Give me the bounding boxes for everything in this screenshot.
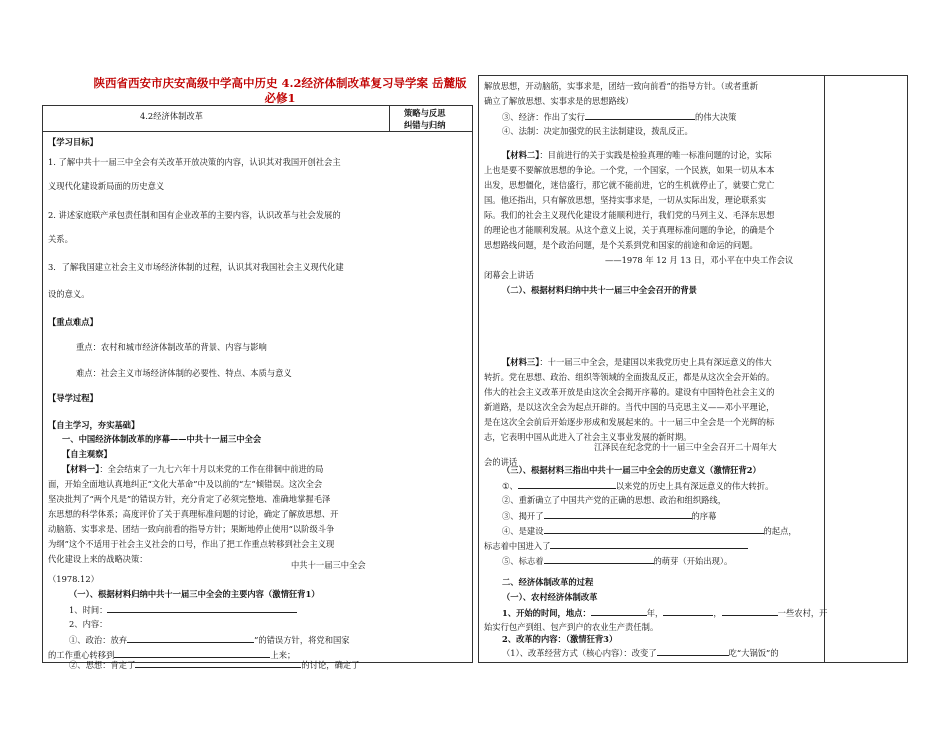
q3-item-3-text: 的序幕 xyxy=(691,511,717,521)
material-3-line-4: 新道路，是以这次全会为起点开辟的。当代中国的马克思主义——邓小平理论， xyxy=(484,402,775,412)
q1-politics-label: ①、政治：放弃 xyxy=(69,635,128,645)
q3-item-4-cont-label: 标志着中国进入了 xyxy=(484,541,551,551)
goal-3-line-b: 设的意义。 xyxy=(48,289,90,299)
material-2-text-1: ：目前进行的关于实践是检验真理的唯一标准问题的讨论，实际 xyxy=(539,150,772,160)
material-3-line-5: 是在这次全会前后开始逐步形成和发展起来的。十一届三中全会是一个光辉的标 xyxy=(484,417,775,427)
material-1-line-4: 东思想的科学体系；高度评价了关于真理标准问题的讨论，确定了解放思想、开 xyxy=(48,509,339,519)
document-title xyxy=(82,76,478,106)
material-3-text-1: ：十一届三中全会，是建国以来我党历史上具有深远意义的伟大 xyxy=(539,357,772,367)
q3-item-4-blank[interactable] xyxy=(544,525,764,534)
goal-1-line-b: 义现代化建设新局面的历史意义 xyxy=(48,181,165,191)
material-1-line-3: 坚决批判了“两个凡是”的错误方针，充分肯定了必须完整地、准确地掌握毛泽 xyxy=(48,494,331,504)
q3-item-4-text: 的起点， xyxy=(763,526,797,536)
material-2-line-6: 的理论也才能顺利发展。从这个意义上说，关于真理标准问题的争论，的确是个 xyxy=(484,225,775,235)
material-3-label: 【材料三】 xyxy=(502,357,540,367)
q1-politics-line xyxy=(69,634,350,646)
q1-thought-label: ②、思想：肯定了 xyxy=(69,660,136,670)
title-line-2: 必修1 xyxy=(264,91,296,105)
q1-politics-text: ”的错误方针，将党和国家 xyxy=(254,635,350,645)
q3-item-5 xyxy=(502,555,732,567)
q3-item-2: ②、重新确立了中国共产党的正确的思想、政治和组织路线， xyxy=(502,495,727,505)
title-line-1: 陕西省西安市庆安高级中学高中历史 4.2经济体制改革复习导学案 岳麓版 xyxy=(93,76,467,90)
material-1-line-1 xyxy=(62,464,323,475)
material-1-date: （1978.12） xyxy=(48,574,99,584)
reform-item-1 xyxy=(502,647,779,659)
q3-item-4-cont-blank[interactable] xyxy=(550,540,748,549)
start-comma: ， xyxy=(713,608,722,618)
goal-2-line-a: 2. 讲述家庭联产承包责任制和国有企业改革的主要内容，认识改革与社会发展的 xyxy=(48,210,341,220)
q1-time-blank[interactable] xyxy=(107,604,297,613)
start-year-blank[interactable] xyxy=(591,607,647,616)
goal-1-line-a: 1. 了解中共十一届三中全会有关改革开放决策的内容，认识其对我国开创社会主 xyxy=(48,157,341,167)
left-header-divider xyxy=(42,131,473,132)
q3-item-3-blank[interactable] xyxy=(544,510,692,519)
material-2-line-1 xyxy=(502,150,772,161)
q1-focus-label: 的工作重心转移到 xyxy=(48,650,115,660)
section-1-heading: 一、中国经济体制改革的序幕——中共十一届三中全会 xyxy=(62,434,262,444)
right-line-1: 解放思想，开动脑筋，实事求是，团结一致向前看”的指导方针。（或者重新 xyxy=(484,81,758,91)
reform-item-1-blank[interactable] xyxy=(657,647,729,656)
economy-label: ③、经济：作出了实行 xyxy=(502,112,585,122)
q1-focus-text: 上来； xyxy=(270,650,296,660)
law-line: ④、法制：决定加强党的民主法制建设，拨乱反正。 xyxy=(502,126,693,136)
q3-item-1 xyxy=(502,480,773,492)
reform-item-1-text: 吃“大锅饭”的 xyxy=(728,648,779,658)
start-time-label: 1、开始的时间，地点： xyxy=(502,608,591,618)
q3-item-5-label: ⑤、标志着 xyxy=(502,556,544,566)
key-point-focus: 重点：农村和城市经济体制改革的背景、内容与影响 xyxy=(76,342,267,352)
section-2-1-heading: （一）、农村经济体制改革 xyxy=(502,592,598,602)
left-column-divider xyxy=(389,105,390,132)
q1-time-line xyxy=(69,604,297,616)
reform-content-heading: 2、改革的内容：（激情狂背3） xyxy=(502,634,618,644)
q3-item-5-text: 的萌芽（开始出现）。 xyxy=(653,556,733,566)
material-1-text-1: ：全会结束了一九七六年十月以来党的工作在徘徊中前进的局 xyxy=(99,464,324,474)
goals-heading: 【学习目标】 xyxy=(48,137,98,147)
material-2-line-5: 际。我们的社会主义现代化建设才能顺利进行，我们党的马列主义、毛泽东思想 xyxy=(484,210,775,220)
question-1-heading: （一）、根据材料归纳中共十一届三中全会的主要内容（激情狂背1） xyxy=(69,589,320,599)
q1-politics-blank[interactable] xyxy=(127,634,254,643)
start-province-blank[interactable] xyxy=(663,607,713,616)
q1-thought-blank[interactable] xyxy=(135,659,301,668)
q3-item-5-blank[interactable] xyxy=(544,555,654,564)
start-time-line-2: 始实行包产到组、包产到户的农业生产责任制。 xyxy=(484,622,659,632)
economy-text: 的伟大决策 xyxy=(694,112,737,122)
material-3-line-2: 转折。党在思想、政治、组织等领域的全面拨乱反正，都是从这次全会开始的。 xyxy=(484,372,775,382)
material-3-line-3: 伟大的社会主义改革开放是由这次全会揭开序幕的。建设有中国特色社会主义的 xyxy=(484,387,775,397)
q3-item-4 xyxy=(502,525,797,537)
question-3-heading: （三）、根据材料三指出中共十一届三中全会的历史意义（激情狂背2） xyxy=(502,465,761,475)
q1-thought-text: 的讨论，确定了 xyxy=(301,660,360,670)
key-point-difficulty: 难点：社会主义市场经济体制的必要性、特点、本质与意义 xyxy=(76,368,292,378)
material-2-line-2: 上也是要不要解放思想的争论。一个党，一个国家，一个民族，如果一切从本本 xyxy=(484,165,775,175)
q1-content-label: 2、内容： xyxy=(69,619,108,629)
material-1-source: 中共十一届三中全会 xyxy=(291,560,366,570)
material-1-label: 【材料一】 xyxy=(62,464,100,474)
goal-3-line-a: 3．了解我国建立社会主义市场经济体制的过程，认识其对我国社会主义现代化建 xyxy=(48,262,344,272)
start-text: 一些农村，开 xyxy=(777,608,828,618)
side-header-1: 策略与反思 xyxy=(404,108,446,118)
q3-item-1-text: 以来党的历史上具有深远意义的伟大转折。 xyxy=(615,481,774,491)
economy-blank[interactable] xyxy=(585,111,695,120)
economy-line xyxy=(502,111,736,123)
self-study-heading: 【自主学习，夯实基础】 xyxy=(48,420,140,430)
key-points-heading: 【重点难点】 xyxy=(48,317,98,327)
material-3-source-2: 会的讲话 xyxy=(484,457,518,467)
material-3-source-1: 江泽民在纪念党的十一届三中全会召开二十周年大 xyxy=(594,442,777,452)
material-1-line-7: 代化建设上来的战略决策： xyxy=(48,554,148,564)
side-header-2: 纠错与归纳 xyxy=(404,120,446,130)
q3-item-3-label: ③、揭开了 xyxy=(502,511,544,521)
observe-heading: 【自主观察】 xyxy=(62,449,112,459)
material-1-line-6: 为纲”这个不适用于社会主义社会的口号，作出了把工作重点转移到社会主义现 xyxy=(48,539,335,549)
material-2-line-7: 思想路线问题，是个政治问题，是个关系到党和国家的前途和命运的问题。 xyxy=(484,240,758,250)
right-column-divider xyxy=(824,75,825,663)
q3-item-1-blank[interactable] xyxy=(518,480,616,489)
guide-heading: 【导学过程】 xyxy=(48,393,98,403)
material-2-line-3: 出发，思想僵化，迷信盛行，那它就不能前进，它的生机就停止了，就要亡党亡 xyxy=(484,180,775,190)
material-1-line-2: 面，开始全面地认真地纠正“文化大革命”中及以前的“左”倾错误。这次全会 xyxy=(48,479,323,489)
q3-item-4-line-2 xyxy=(484,540,748,552)
question-2-heading: （二）、根据材料归纳中共十一届三中全会召开的背景 xyxy=(502,285,697,295)
material-2-label: 【材料二】 xyxy=(502,150,540,160)
right-table-border xyxy=(478,75,908,663)
right-line-2: 确立了解放思想、实事求是的思想路线） xyxy=(484,96,634,106)
start-province-blank-2[interactable] xyxy=(722,607,778,616)
material-2-line-4: 国。他还指出，只有解放思想，坚持实事求是，一切从实际出发，理论联系实 xyxy=(484,195,767,205)
material-3-line-6: 志，它表明中国从此进入了社会主义事业发展的新时期。 xyxy=(484,432,692,442)
section-2-heading: 二、经济体制改革的过程 xyxy=(502,577,594,587)
start-year-suffix: 年， xyxy=(646,608,664,618)
q1-thought-line xyxy=(69,659,359,671)
q3-item-3 xyxy=(502,510,716,522)
q3-item-1-num: ①、 xyxy=(502,481,518,491)
start-time-line xyxy=(502,607,827,619)
material-2-source-1: ——1978 年 12 月 13 日，邓小平在中央工作会议 xyxy=(605,255,794,265)
q1-time-label: 1、时间： xyxy=(69,605,108,615)
goal-2-line-b: 关系。 xyxy=(48,234,73,244)
material-1-line-5: 动脑筋、实事求是、团结一致向前看的指导方针；果断地停止使用“以阶级斗争 xyxy=(48,524,335,534)
material-2-source-2: 闭幕会上讲话 xyxy=(484,270,534,280)
q1-focus-blank[interactable] xyxy=(114,649,270,658)
q3-item-4-label: ④、是建设 xyxy=(502,526,544,536)
lesson-title: 4.2经济体制改革 xyxy=(140,111,203,121)
reform-item-1-label: （1）、改革经营方式（核心内容）：改变了 xyxy=(502,648,657,658)
material-3-line-1 xyxy=(502,357,772,368)
